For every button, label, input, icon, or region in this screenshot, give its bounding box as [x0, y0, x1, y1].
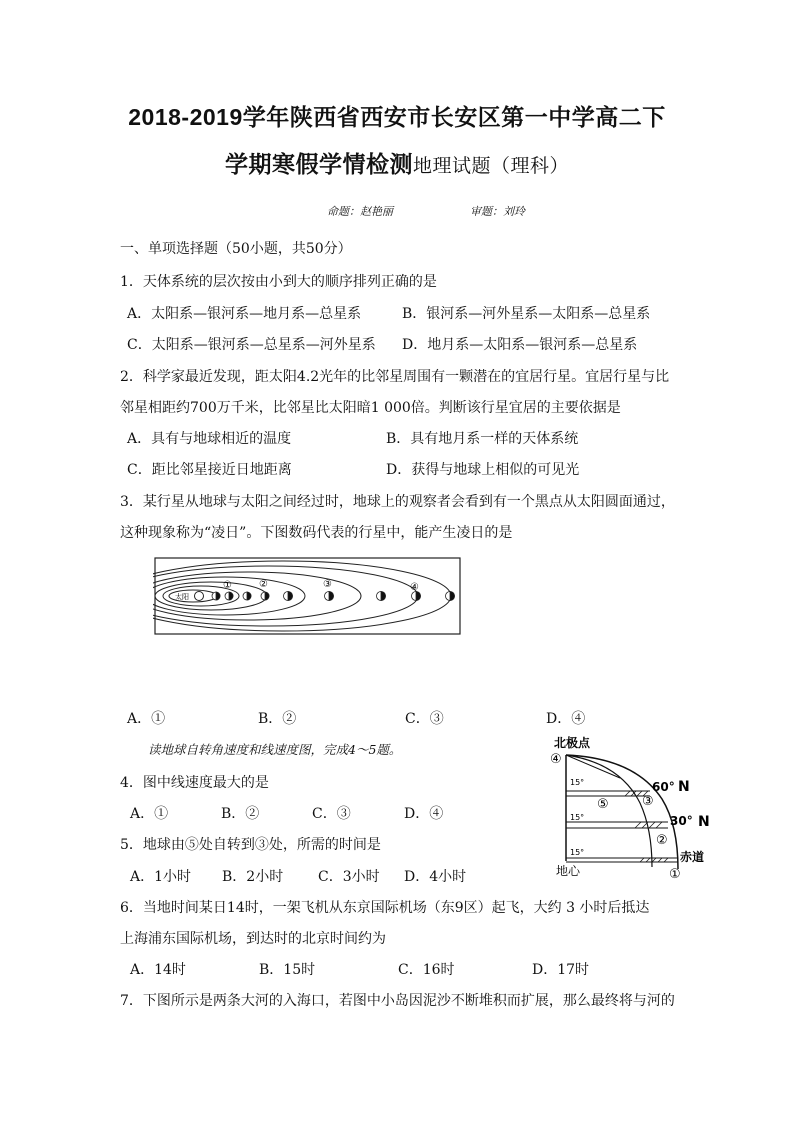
q5-option-d: D．4小时 — [404, 869, 467, 885]
page-title-line2 — [0, 146, 794, 179]
angle-label-1: 15° — [570, 778, 585, 787]
q2-stem-line1: 2．科学家最近发现，距太阳4.2光年的比邻星周围有一颗潜在的宜居行星。宜居行星与比 — [120, 369, 670, 385]
q2-option-a: A．具有与地球相近的温度 — [127, 431, 292, 447]
lat-60-n: N — [678, 779, 690, 795]
q6-stem-line1: 6．当地时间某日14时，一架飞机从东京国际机场（东9区）起飞，大约 3 小时后抵达 — [120, 900, 650, 916]
q6-option-d: D．17时 — [532, 962, 590, 978]
orbit-marker-3: ③ — [323, 579, 332, 590]
q1-option-c: C．太阳系—银河系—总星系—河外星系 — [127, 337, 376, 353]
q3-stem-line2: 这种现象称为“凌日”。下图数码代表的行星中，能产生凌日的是 — [120, 525, 513, 541]
sun-icon — [195, 592, 204, 601]
lat-60-label: 60° — [652, 780, 675, 794]
title-subject: 地理试题（理科） — [412, 156, 569, 177]
q4-stem: 4．图中线速度最大的是 — [120, 775, 269, 791]
orbit-diagram — [153, 556, 463, 636]
q3-stem-line1: 3．某行星从地球与太阳之间经过时，地球上的观察者会看到有一个黑点从太阳圆面通过， — [120, 494, 675, 510]
reviewer-label: 审题：刘玲 — [470, 205, 525, 218]
page-title: 2018-2019学年陕西省西安市长安区第一中学高二下 — [128, 104, 666, 130]
lat-30-n: N — [698, 814, 710, 830]
title-main: 学期寒假学情检测 — [224, 151, 413, 177]
q5-option-b: B．2小时 — [222, 869, 284, 885]
q4-option-a: A．① — [130, 806, 169, 822]
q1-stem: 1．天体系统的层次按由小到大的顺序排列正确的是 — [120, 274, 437, 290]
point-5: ⑤ — [597, 797, 609, 812]
setter-label: 命题：赵艳丽 — [327, 205, 393, 218]
lat-30-label: 30° — [670, 814, 693, 828]
q6-option-b: B．15时 — [259, 962, 316, 978]
q7-stem-line1: 7．下图所示是两条大河的入海口，若图中小岛因泥沙不断堆积而扩展，那么最终将与河的 — [120, 993, 675, 1009]
angle-label-2: 15° — [570, 813, 585, 822]
sun-label: 太阳 — [175, 593, 189, 601]
q3-option-c: C．③ — [405, 711, 444, 727]
q1-option-b: B．银河系—河外星系—太阳系—总星系 — [402, 306, 651, 322]
earth-center-label: 地心 — [556, 864, 581, 878]
angle-label-3: 15° — [570, 848, 585, 857]
q3-option-b: B．② — [258, 711, 297, 727]
point-3: ③ — [642, 794, 654, 809]
q45-intro: 读地球自转角速度和线速度图，完成4～5题。 — [148, 742, 402, 757]
q2-option-b: B．具有地月系一样的天体系统 — [386, 431, 579, 447]
q2-option-d: D．获得与地球上相似的可见光 — [386, 462, 580, 478]
q6-option-c: C．16时 — [398, 962, 455, 978]
orbit-marker-4: ④ — [410, 582, 419, 593]
north-pole-label: 北极点 — [554, 736, 591, 750]
q2-stem-line2: 邻星相距约700万千米，比邻星比太阳暗1 000倍。判断该行星宜居的主要依据是 — [120, 400, 621, 416]
q5-stem: 5．地球由⑤处自转到③处，所需的时间是 — [120, 837, 381, 853]
q1-option-a: A．太阳系—银河系—地月系—总星系 — [127, 306, 362, 322]
q4-option-b: B．② — [221, 806, 260, 822]
q3-option-d: D．④ — [546, 711, 586, 727]
q4-option-d: D．④ — [404, 806, 444, 822]
point-2: ② — [656, 833, 668, 848]
q3-option-a: A．① — [127, 711, 166, 727]
section-header: 一、单项选择题（50小题，共50分） — [120, 241, 352, 257]
q1-option-d: D．地月系—太阳系—银河系—总星系 — [402, 337, 638, 353]
point-4: ④ — [550, 752, 562, 767]
q6-stem-line2: 上海浦东国际机场，到达时的北京时间约为 — [120, 931, 386, 947]
rotation-diagram — [540, 733, 730, 883]
q6-option-a: A．14时 — [130, 962, 186, 978]
orbit-marker-1: ① — [223, 580, 232, 591]
q5-option-c: C．3小时 — [318, 869, 380, 885]
q2-option-c: C．距比邻星接近日地距离 — [127, 462, 292, 478]
equator-label: 赤道 — [680, 850, 705, 864]
orbit-marker-2: ② — [259, 579, 268, 590]
q5-option-a: A．1小时 — [130, 869, 192, 885]
point-1: ① — [669, 867, 681, 882]
q4-option-c: C．③ — [312, 806, 351, 822]
